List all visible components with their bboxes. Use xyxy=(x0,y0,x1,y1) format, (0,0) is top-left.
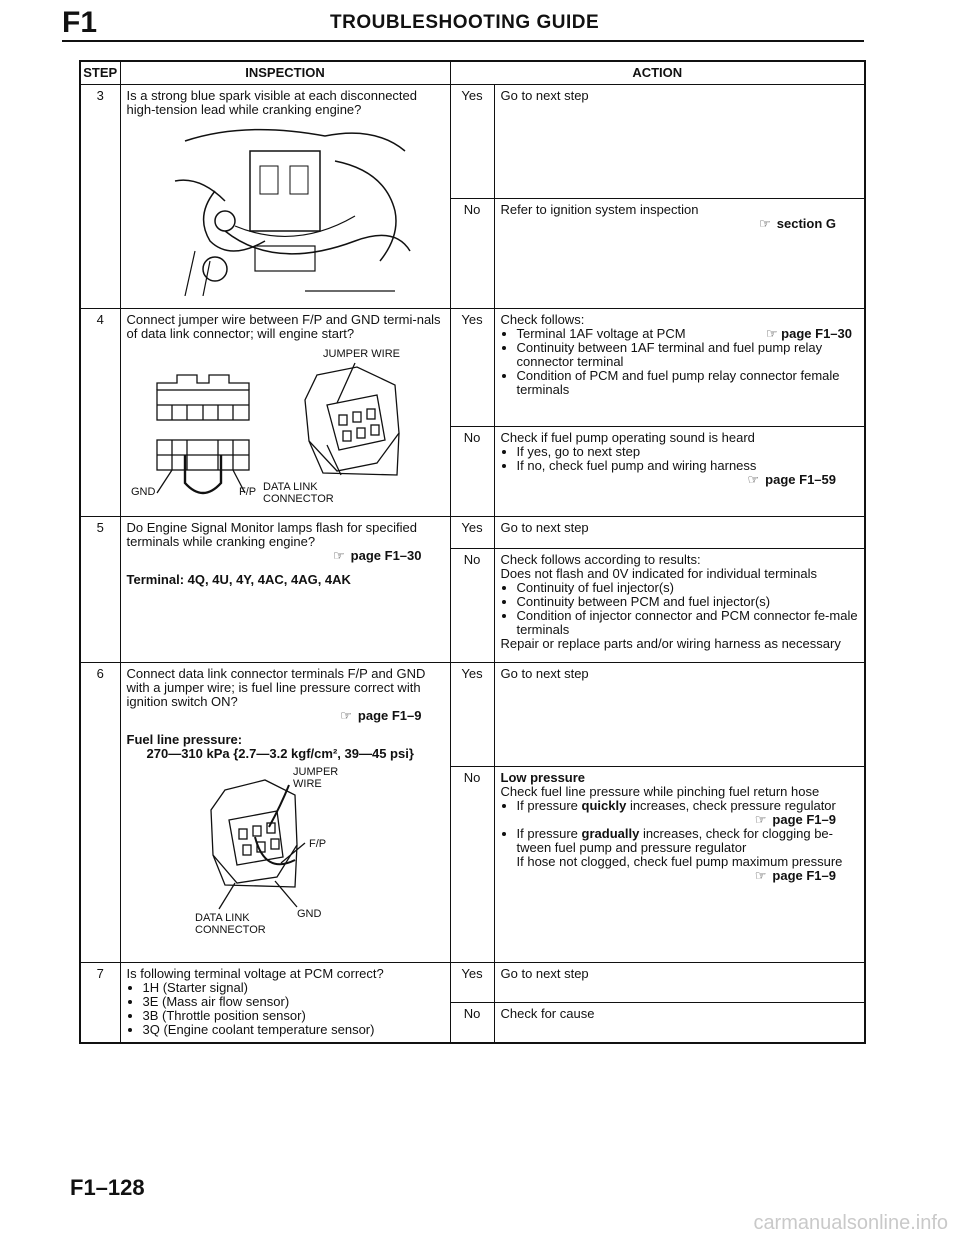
yes-action-title: Check follows: xyxy=(500,312,585,327)
pressure-title: Fuel line pressure: xyxy=(126,732,243,747)
troubleshooting-table xyxy=(79,60,866,1044)
gnd-label: GND xyxy=(131,486,156,498)
step-number: 5 xyxy=(80,517,120,663)
no-label: No xyxy=(450,427,494,517)
list-item: • 3E (Mass air flow sensor) xyxy=(143,995,444,1009)
list-item: • If pressure quickly increases, check pressure regulator ☞ page F1–9 xyxy=(517,799,859,827)
list-item: • Continuity of fuel injector(s) xyxy=(517,581,859,595)
yes-action: Go to next step xyxy=(494,963,865,1003)
fp-label: F/P xyxy=(309,838,327,850)
page-number: F1–128 xyxy=(70,1175,145,1200)
data-link-label: DATA LINK xyxy=(263,481,318,493)
yes-label: Yes xyxy=(450,663,494,767)
column-header-inspection: INSPECTION xyxy=(120,61,450,85)
step-number: 3 xyxy=(80,85,120,309)
table-row xyxy=(80,309,865,427)
list-item: • If yes, go to next step xyxy=(517,445,859,459)
table-row xyxy=(80,663,865,767)
no-action: Refer to ignition system inspection xyxy=(500,202,699,217)
list-item: • If no, check fuel pump and wiring harness xyxy=(517,459,859,473)
inspection-cell xyxy=(120,85,450,309)
watermark: carmanualsonline.info xyxy=(753,1212,948,1234)
step-number: 7 xyxy=(80,963,120,1043)
yes-action: Go to next step xyxy=(494,663,865,767)
no-action-cell xyxy=(494,427,865,517)
no-action-footer: Repair or replace parts and/or wiring harness as necessary xyxy=(500,636,841,651)
page-title: TROUBLESHOOTING GUIDE xyxy=(330,12,600,33)
page-reference: ☞ page F1–9 xyxy=(754,812,836,827)
inspection-text: Do Engine Signal Monitor lamps flash for specified terminals while cranking engine? xyxy=(126,520,417,549)
inspection-cell xyxy=(120,663,450,963)
table-header-row xyxy=(80,61,865,85)
page-reference: ☞ page F1–30 xyxy=(333,548,422,563)
pointing-hand-icon: ☞ xyxy=(333,548,345,563)
pressure-value: 270—310 kPa {2.7—3.2 kgf/cm², 39—45 psi} xyxy=(146,746,414,761)
page-reference: ☞ page F1–59 xyxy=(747,472,836,487)
inspection-cell xyxy=(120,963,450,1043)
yes-label: Yes xyxy=(450,85,494,199)
yes-action-list xyxy=(501,327,859,397)
connector-label: CONNECTOR xyxy=(195,924,266,935)
data-link-connector-diagram xyxy=(185,765,385,935)
section-code: F1 xyxy=(62,6,98,39)
inspection-cell xyxy=(120,309,450,517)
list-item: • 3Q (Engine coolant temperature sensor) xyxy=(143,1023,444,1037)
list-item: • Terminal 1AF voltage at PCM ☞ page F1–30 xyxy=(517,327,859,341)
column-header-action: ACTION xyxy=(450,61,865,85)
wire-label: WIRE xyxy=(293,778,322,790)
page-reference: ☞ page F1–9 xyxy=(340,708,422,723)
pointing-hand-icon: ☞ xyxy=(747,472,760,487)
list-item: • 1H (Starter signal) xyxy=(143,981,444,995)
inspection-text: Is following terminal voltage at PCM correct? xyxy=(126,966,384,981)
step-number: 4 xyxy=(80,309,120,517)
list-item: • Continuity between 1AF terminal and fuel pump relay connector terminal xyxy=(517,341,859,369)
table-row xyxy=(80,963,865,1003)
inspection-text: Connect jumper wire between F/P and GND termi-nals of data link connector; will engine start? xyxy=(126,312,441,341)
no-action-list xyxy=(501,799,859,883)
inspection-cell xyxy=(120,517,450,663)
table-row xyxy=(80,517,865,549)
data-link-label: DATA LINK xyxy=(195,912,250,924)
step-number: 6 xyxy=(80,663,120,963)
jumper-wire-label: JUMPER WIRE xyxy=(323,348,400,360)
no-label: No xyxy=(450,199,494,309)
yes-action: Go to next step xyxy=(494,517,865,549)
fp-label: F/P xyxy=(239,486,257,498)
no-label: No xyxy=(450,549,494,663)
yes-action-cell xyxy=(494,309,865,427)
list-item: • 3B (Throttle position sensor) xyxy=(143,1009,444,1023)
inspection-text: Connect data link connector terminals F/P and GND with a jumper wire; is fuel line pressure correct with ignition switch ON? xyxy=(126,666,426,709)
list-item: • Condition of injector connector and PCM connector fe-male terminals xyxy=(517,609,859,637)
pointing-hand-icon: ☞ xyxy=(340,708,352,723)
list-item: • If pressure gradually increases, check for clogging be-tween fuel pump and pressure regulator If hose not clogged, check fuel pump maximum pressure ☞ page F1–9 xyxy=(517,827,859,883)
jumper-wire-diagram xyxy=(127,345,443,505)
table-row xyxy=(80,85,865,199)
page-reference: ☞ section G xyxy=(759,216,836,231)
column-header-step: STEP xyxy=(80,61,120,85)
no-action-list xyxy=(501,581,859,637)
yes-action: Go to next step xyxy=(494,85,865,199)
no-action-title: Low pressure xyxy=(500,770,586,785)
no-action-cell xyxy=(494,199,865,309)
connector-label: CONNECTOR xyxy=(263,493,334,505)
no-action-text: Check fuel line pressure while pinching fuel return hose xyxy=(500,784,820,799)
no-action-cell xyxy=(494,549,865,663)
yes-label: Yes xyxy=(450,309,494,427)
no-action-list xyxy=(501,445,859,473)
list-item: • Condition of PCM and fuel pump relay connector female terminals xyxy=(517,369,859,397)
spark-test-illustration xyxy=(155,121,415,296)
inspection-text: Is a strong blue spark visible at each disconnected high-tension lead while cranking engine? xyxy=(126,88,418,117)
inspection-list xyxy=(127,981,444,1037)
pointing-hand-icon: ☞ xyxy=(765,326,782,341)
no-action: Check for cause xyxy=(494,1003,865,1043)
no-action-title: Check follows according to results: xyxy=(500,552,701,567)
list-item: • Continuity between PCM and fuel injector(s) xyxy=(517,595,859,609)
page-reference: ☞ page F1–9 xyxy=(754,868,836,883)
jumper-label: JUMPER xyxy=(293,766,339,778)
terminal-list: Terminal: 4Q, 4U, 4Y, 4AC, 4AG, 4AK xyxy=(126,572,351,587)
yes-label: Yes xyxy=(450,517,494,549)
no-action-subtitle: Does not flash and 0V indicated for individual terminals xyxy=(500,566,818,581)
gnd-label: GND xyxy=(297,908,322,920)
pointing-hand-icon: ☞ xyxy=(754,868,767,883)
yes-label: Yes xyxy=(450,963,494,1003)
no-label: No xyxy=(450,767,494,963)
pointing-hand-icon: ☞ xyxy=(759,216,771,231)
no-action-title: Check if fuel pump operating sound is heard xyxy=(500,430,755,445)
header-rule xyxy=(62,40,864,42)
pointing-hand-icon: ☞ xyxy=(754,812,767,827)
no-action-cell xyxy=(494,767,865,963)
no-label: No xyxy=(450,1003,494,1043)
